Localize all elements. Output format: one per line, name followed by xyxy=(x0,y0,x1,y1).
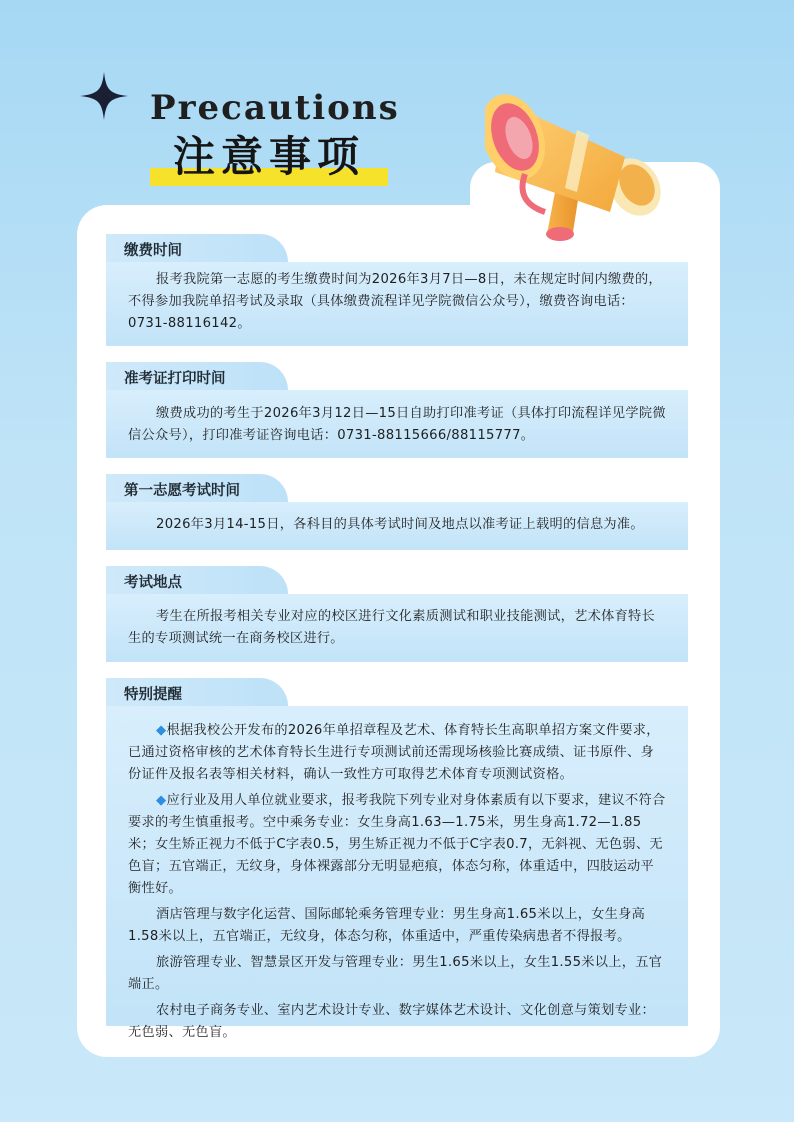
section-title: 缴费时间 xyxy=(124,243,182,259)
megaphone-icon xyxy=(485,62,665,247)
section-paragraph: ◆应行业及用人单位就业要求，报考我院下列专业对身体素质有以下要求，建议不符合要求的考生慎重报考。空中乘务专业：女生身高1.63—1.75米，男生身高1.72—1.85米；女生矫正视力不低于C字表0.5，男生矫正视力不低于C字表0.7，无斜视、无色弱、无色盲；五官端正，无纹身，身体裸露部分无明显疤痕，体态匀称，体重适中，四肢运动平衡性好。 xyxy=(128,793,666,896)
section-title: 考试地点 xyxy=(124,575,182,591)
section-heading xyxy=(106,234,288,262)
four-point-star-icon xyxy=(80,72,128,120)
page-title-chinese: 注意事项 xyxy=(172,132,365,181)
section-title: 准考证打印时间 xyxy=(124,371,226,387)
section-paragraph: ◆根据我校公开发布的2026年单招章程及艺术、体育特长生高职单招方案文件要求，已通过资格审核的艺术体育特长生进行专项测试前还需现场核验比赛成绩、证书原件、身份证件及报名表等相关材料，确认一致性方可取得艺术体育专项测试资格。 xyxy=(128,723,660,782)
page-title-chinese-wrap xyxy=(150,128,388,188)
diamond-bullet-icon: ◆ xyxy=(156,723,167,738)
section-paragraph: 报考我院第一志愿的考生缴费时间为2026年3月7日—8日，未在规定时间内缴费的，不得参加我院单招考试及录取（具体缴费流程详见学院微信公众号），缴费咨询电话：0731-88116142。 xyxy=(128,272,662,331)
section-body xyxy=(106,262,688,346)
section-body xyxy=(106,390,688,458)
section-paragraph: 考生在所报考相关专业对应的校区进行文化素质测试和职业技能测试，艺术体育特长生的专项测试统一在商务校区进行。 xyxy=(128,609,656,646)
section-title: 特别提醒 xyxy=(124,687,182,703)
section-paragraph: 旅游管理专业、智慧景区开发与管理专业：男生1.65米以上，女生1.55米以上，五官端正。 xyxy=(128,955,663,992)
section-title: 第一志愿考试时间 xyxy=(124,483,240,499)
section-heading xyxy=(106,474,288,502)
section-heading xyxy=(106,362,288,390)
section-heading xyxy=(106,566,288,594)
page-title-english: Precautions xyxy=(150,88,400,128)
section-paragraph: 缴费成功的考生于2026年3月12日—15日自助打印准考证（具体打印流程详见学院微信公众号），打印准考证咨询电话：0731-88115666/88115777。 xyxy=(128,406,666,443)
section-paragraph: 酒店管理与数字化运营、国际邮轮乘务管理专业：男生身高1.65米以上，女生身高1.58米以上，五官端正，无纹身，体态匀称，体重适中，严重传染病患者不得报考。 xyxy=(128,907,646,944)
section-body xyxy=(106,594,688,662)
section-heading xyxy=(106,678,288,706)
section-body xyxy=(106,502,688,550)
diamond-bullet-icon: ◆ xyxy=(156,793,167,808)
section-body xyxy=(106,706,688,1040)
section-paragraph: 农村电子商务专业、室内艺术设计专业、数字媒体艺术设计、文化创意与策划专业：无色弱、无色盲。 xyxy=(128,1003,656,1040)
section-paragraph: 2026年3月14-15日，各科目的具体考试时间及地点以准考证上载明的信息为准。 xyxy=(156,517,644,532)
